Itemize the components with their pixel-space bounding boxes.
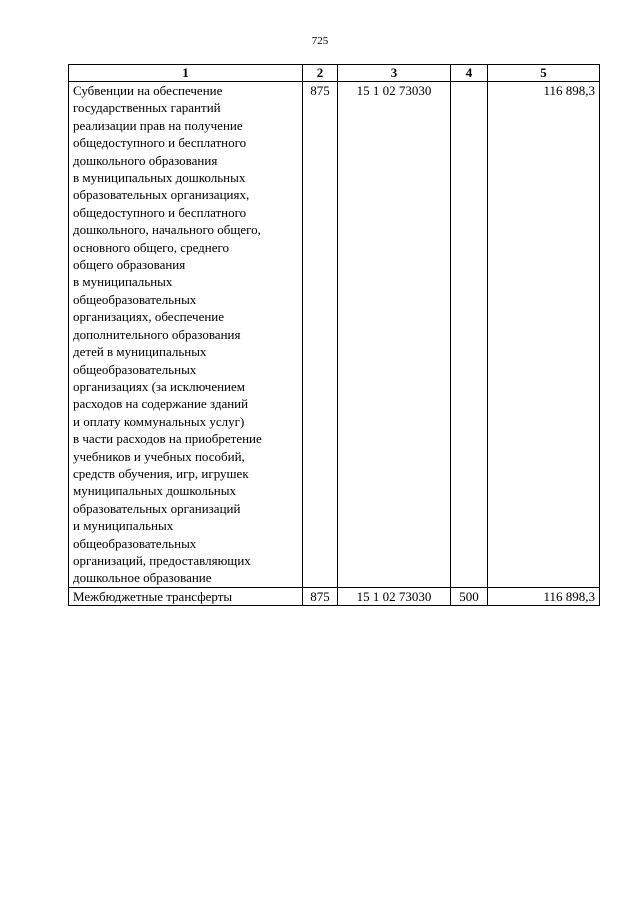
row-name-line: организаций, предоставляющих <box>73 552 251 568</box>
row-name-line: общеобразовательных <box>73 535 197 551</box>
row-name-line: организациях (за исключением <box>73 378 246 394</box>
row-name-line: дополнительного образования <box>73 326 241 342</box>
column-header-1: 1 <box>69 65 303 82</box>
row-name-line: дошкольного, начального общего, <box>73 222 261 238</box>
target-code-cell: 15 1 02 73030 <box>338 82 451 588</box>
row-name-line: реализации прав на получение <box>73 117 243 133</box>
table-body <box>69 82 600 606</box>
table-row <box>69 587 600 605</box>
column-header-3: 3 <box>338 65 451 82</box>
row-name-line: в муниципальных дошкольных <box>73 170 246 186</box>
budget-table <box>68 64 600 606</box>
row-name-line: образовательных организаций <box>73 500 241 516</box>
row-name-line: общеобразовательных <box>73 291 197 307</box>
row-name-line: общедоступного и бесплатного <box>73 135 247 151</box>
row-name-line: дошкольного образования <box>73 152 218 168</box>
row-name-line: основного общего, среднего <box>73 239 230 255</box>
expense-type-cell: 500 <box>451 587 488 605</box>
row-name-line: Межбюджетные трансферты <box>73 588 233 604</box>
column-header-4: 4 <box>451 65 488 82</box>
row-name-line: дошкольное образование <box>73 570 212 586</box>
row-name-line: учебников и учебных пособий, <box>73 448 245 464</box>
row-name-line: государственных гарантий <box>73 100 221 116</box>
row-name-line: в части расходов на приобретение <box>73 431 262 447</box>
column-header-2: 2 <box>303 65 338 82</box>
row-name-line: средств обучения, игр, игрушек <box>73 465 249 481</box>
amount-cell: 116 898,3 <box>488 587 600 605</box>
row-name-cell <box>69 587 303 605</box>
row-name-line: общеобразовательных <box>73 361 197 377</box>
table-header-row <box>69 65 600 82</box>
row-name-line: и муниципальных <box>73 518 174 534</box>
row-name-line: общедоступного и бесплатного <box>73 204 247 220</box>
row-name-line: в муниципальных <box>73 274 173 290</box>
amount-cell: 116 898,3 <box>488 82 600 588</box>
target-code-cell: 15 1 02 73030 <box>338 587 451 605</box>
page-number: 725 <box>311 35 329 47</box>
row-name-line: детей в муниципальных <box>73 344 207 360</box>
row-name-cell <box>69 82 303 588</box>
ministry-code-cell: 875 <box>303 82 338 588</box>
row-name-line: Субвенции на обеспечение <box>73 83 223 98</box>
row-name-line: расходов на содержание зданий <box>73 396 249 412</box>
row-name-line: муниципальных дошкольных <box>73 483 236 499</box>
ministry-code-cell: 875 <box>303 587 338 605</box>
row-name-line: организациях, обеспечение <box>73 309 225 325</box>
column-header-5: 5 <box>488 65 600 82</box>
row-name-line: образовательных организациях, <box>73 187 250 203</box>
row-name-line: общего образования <box>73 257 186 273</box>
expense-type-cell <box>451 82 488 588</box>
row-name-line: и оплату коммунальных услуг) <box>73 413 245 429</box>
table-row <box>69 82 600 588</box>
